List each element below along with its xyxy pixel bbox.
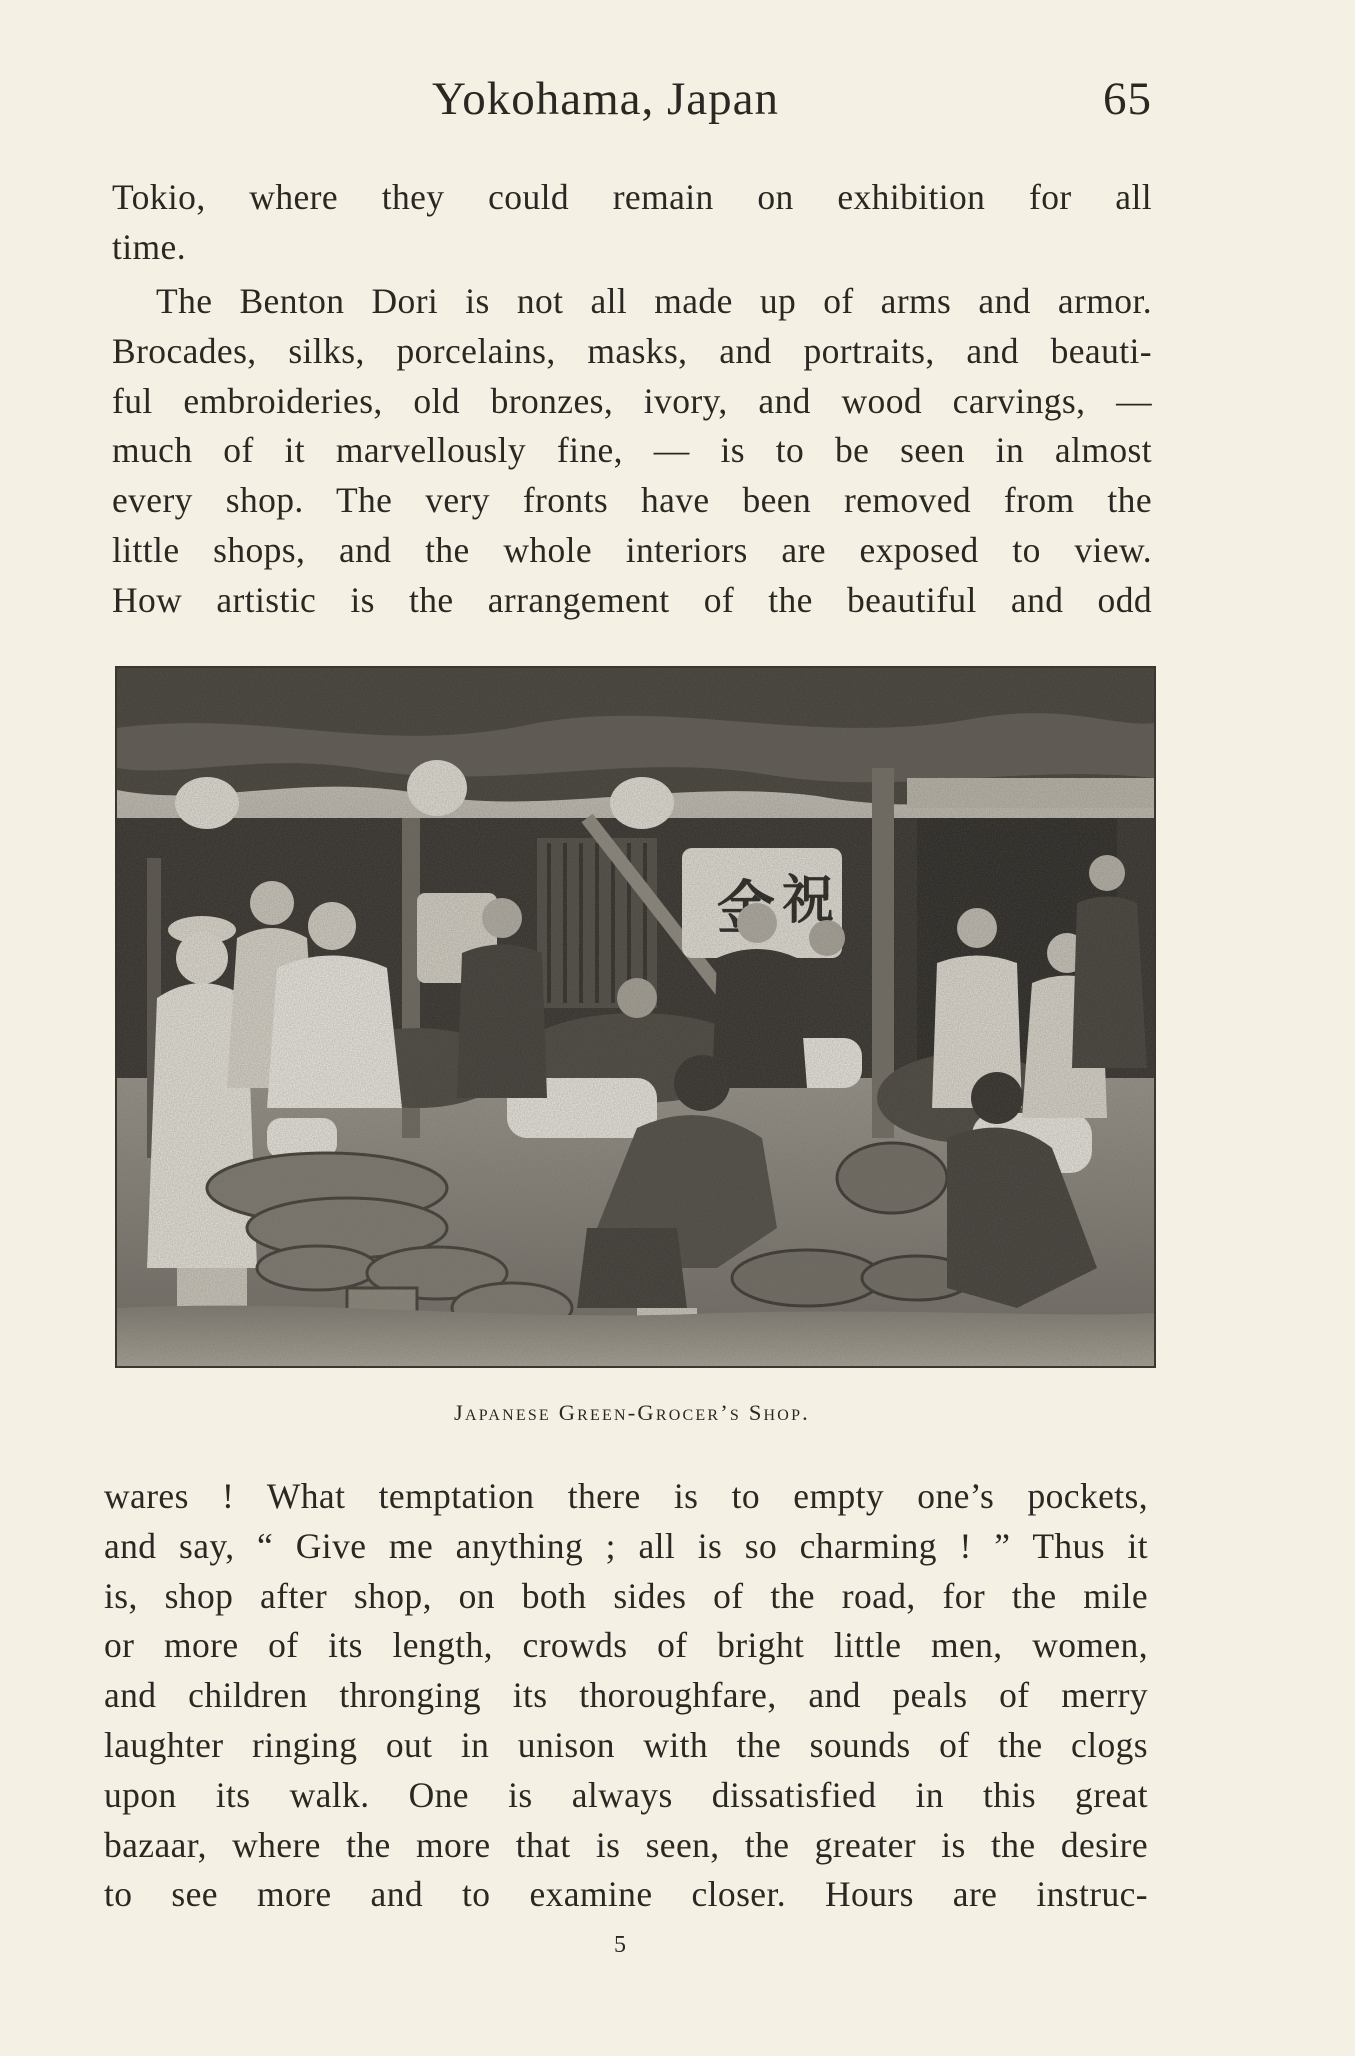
paragraph-1 [112, 173, 1152, 273]
text-line: every shop. The very fronts have been removed from the [112, 480, 1152, 521]
text-line: and children thronging its thoroughfare, and peals of merry [104, 1675, 1148, 1716]
text-line: is, shop after shop, on both sides of the road, for the mile [104, 1575, 1148, 1616]
market-scene-illustration [117, 668, 1154, 1366]
page-number: 65 [1103, 73, 1152, 125]
paragraph-2 [112, 277, 1152, 626]
text-line: bazaar, where the more that is seen, the greater is the desire [104, 1824, 1148, 1865]
text-line: upon its walk. One is always dissatisfied in this great [104, 1774, 1148, 1815]
text-line: time. [112, 226, 186, 267]
text-line: little shops, and the whole interiors are exposed to view. [112, 529, 1152, 570]
text-line: wares ! What temptation there is to empty one’s pockets, [104, 1476, 1148, 1516]
text-line: ful embroideries, old bronzes, ivory, and wood carvings, — [112, 380, 1152, 421]
text-line: Brocades, silks, porcelains, masks, and portraits, and beauti- [112, 330, 1152, 371]
text-line: to see more and to examine closer. Hours are instruc- [104, 1874, 1148, 1915]
text-line: laughter ringing out in unison with the sounds of the clogs [104, 1724, 1148, 1765]
text-line: Tokio, where they could remain on exhibition for all [112, 177, 1152, 217]
signature-mark: 5 [614, 1932, 626, 1958]
running-head [112, 72, 1152, 132]
running-title: Yokohama, Japan [432, 73, 780, 125]
text-line: The Benton Dori is not all made up of arms and armor. [156, 281, 1152, 321]
text-line: How artistic is the arrangement of the beautiful and odd [112, 579, 1152, 620]
halftone-photograph [115, 666, 1156, 1368]
text-line: or more of its length, crowds of bright little men, women, [104, 1625, 1148, 1666]
text-line: much of it marvellously fine, — is to be seen in almost [112, 430, 1152, 471]
text-line: and say, “ Give me anything ; all is so charming ! ” Thus it [104, 1525, 1148, 1566]
figure-caption: Japanese Green-Grocer’s Shop. [454, 1400, 810, 1425]
paragraph-3 [104, 1472, 1148, 1920]
